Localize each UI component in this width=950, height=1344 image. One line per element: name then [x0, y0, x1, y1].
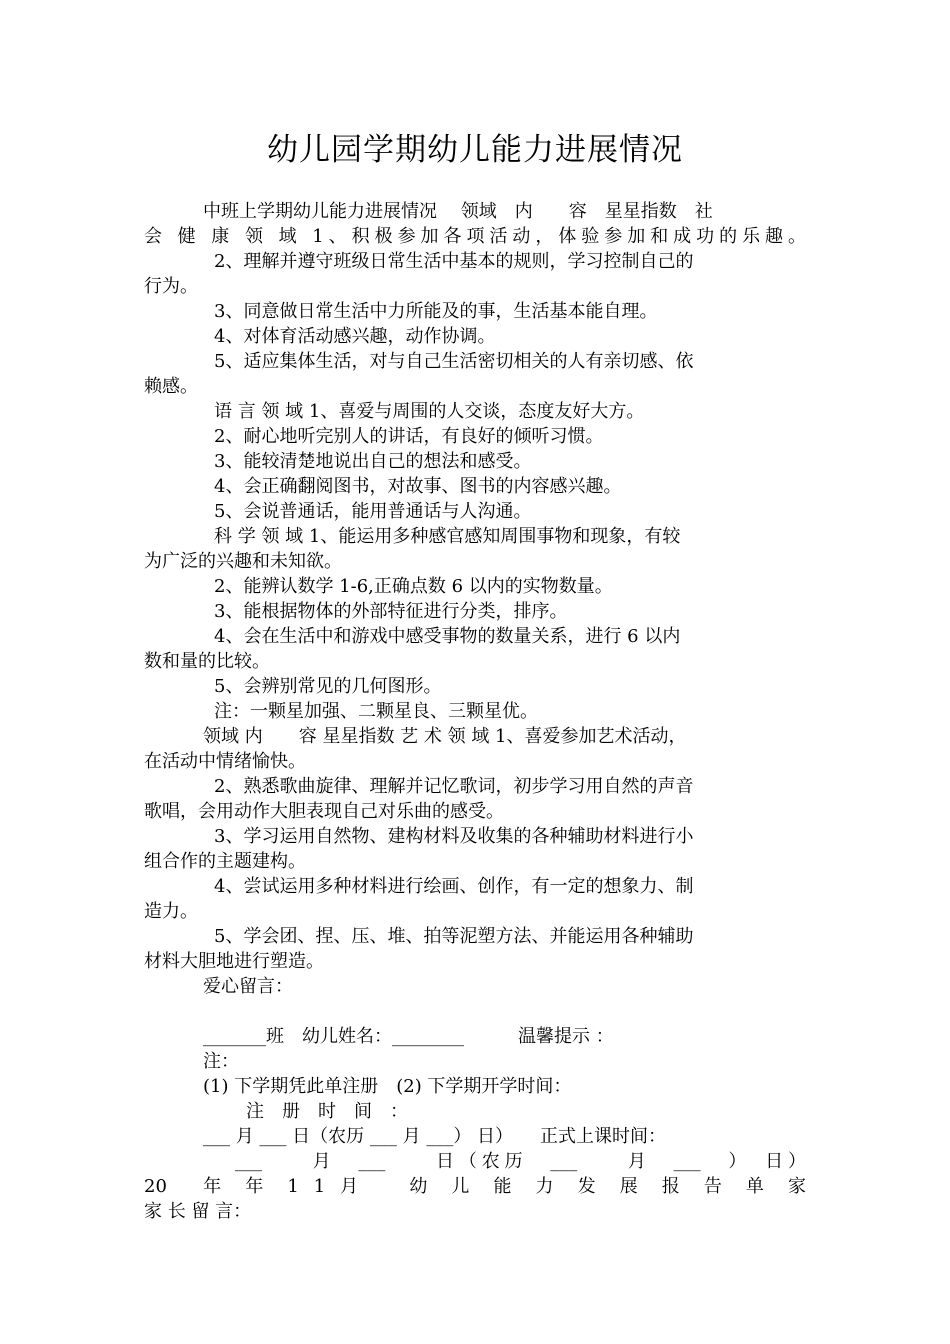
- text-line: 5、学会团、捏、压、堆、拍等泥塑方法、并能运用各种辅助: [214, 926, 694, 947]
- text-line: 造力。: [144, 901, 198, 922]
- text-line: 赖感。: [144, 376, 198, 397]
- text-line: 会 健 康 领 域 1、积极参加各项活动，体验参加和成功的乐趣。: [144, 226, 806, 247]
- text-line: 4、会在生活中和游戏中感受事物的数量关系，进行 6 以内: [214, 626, 681, 647]
- text-line: 2、理解并遵守班级日常生活中基本的规则，学习控制自己的: [214, 251, 694, 272]
- text-line: 领域 内 容 星星指数 艺 术 领 域 1、喜爱参加艺术活动，: [203, 726, 687, 747]
- text-line: 组合作的主题建构。: [144, 851, 306, 872]
- text-line: 中班上学期幼儿能力进展情况 领域 内 容 星星指数 社: [203, 201, 713, 222]
- text-line: ___ 月 ___ 日（农历 ___ 月 ___ ） 日）: [235, 1151, 806, 1172]
- text-line: 注：: [203, 1051, 239, 1072]
- text-line: 科 学 领 域 1、能运用多种感官感知周围事物和现象，有较: [214, 526, 681, 547]
- text-line: 注：一颗星加强、二颗星良、三颗星优。: [214, 701, 538, 722]
- text-line: 歌唱，会用动作大胆表现自己对乐曲的感受。: [144, 801, 504, 822]
- text-line: 2、熟悉歌曲旋律、理解并记忆歌词，初步学习用自然的声音: [214, 776, 694, 797]
- text-line: 爱心留言：: [203, 976, 293, 997]
- text-line: 4、尝试运用多种材料进行绘画、创作，有一定的想象力、制: [214, 876, 694, 897]
- text-line: 行为。: [144, 276, 198, 297]
- text-line: 4、对体育活动感兴趣，动作协调。: [214, 326, 496, 347]
- text-line: 3、能较清楚地说出自己的想法和感受。: [214, 451, 532, 472]
- text-line: 20 年 年 1 1 月 幼 儿 能 力 发 展 报 告 单 家: [144, 1176, 806, 1197]
- text-line: 家 长 留 言：: [144, 1201, 252, 1222]
- text-line: 5、会说普通话，能用普通话与人沟通。: [214, 501, 532, 522]
- text-line: 3、同意做日常生活中力所能及的事，生活基本能自理。: [214, 301, 658, 322]
- text-line: 为广泛的兴趣和未知欲。: [144, 551, 342, 572]
- text-line: 在活动中情绪愉快。: [144, 751, 306, 772]
- text-line: 语 言 领 域 1、喜爱与周围的人交谈，态度友好大方。: [214, 401, 645, 422]
- text-line: (1) 下学期凭此单注册 (2) 下学期开学时间：: [203, 1076, 572, 1097]
- document-title: 幼儿园学期幼儿能力进展情况: [267, 132, 683, 168]
- text-line: 5、适应集体生活，对与自己生活密切相关的人有亲切感、依: [214, 351, 694, 372]
- text-line: 4、会正确翻阅图书，对故事、图书的内容感兴趣。: [214, 476, 622, 497]
- text-line: 3、能根据物体的外部特征进行分类，排序。: [214, 601, 568, 622]
- text-line: 3、学习运用自然物、建构材料及收集的各种辅助材料进行小: [214, 826, 694, 847]
- text-line: ___ 月 ___ 日（农历 ___ 月 ___） 日） 正式上课时间：: [203, 1126, 667, 1147]
- text-line: 材料大胆地进行塑造。: [144, 951, 324, 972]
- text-line: _______班 幼儿姓名：________ 温馨提示 ：: [203, 1026, 614, 1047]
- text-line: 注 册 时 间 ：: [246, 1101, 408, 1122]
- text-line: 2、耐心地听完别人的讲话，有良好的倾听习惯。: [214, 426, 604, 447]
- text-line: 5、会辨别常见的几何图形。: [214, 676, 442, 697]
- text-line: 数和量的比较。: [144, 651, 270, 672]
- text-line: 2、能辨认数学 1-6,正确点数 6 以内的实物数量。: [214, 576, 613, 597]
